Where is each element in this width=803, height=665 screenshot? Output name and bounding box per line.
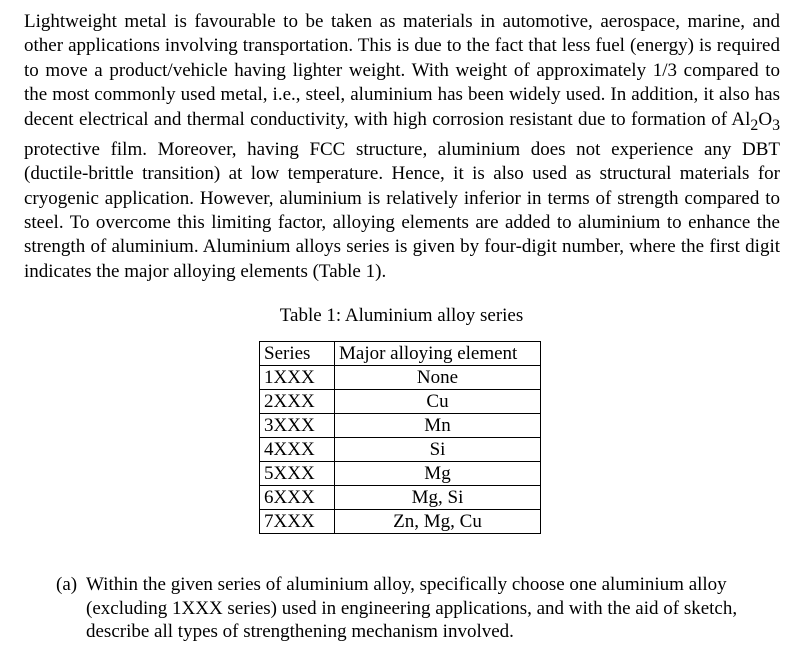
paragraph-text-3: protective film. Moreover, having FCC structure, aluminium does not experience any DBT (ductile-brittle transition) at low temperature. Hence, it is also used as structural materials for cryogenic application. However, aluminium is relatively inferior in terms of strength compared to steel. To overcome this limiting factor, alloying elements are added to aluminium to enhance the strength of aluminium. Aluminium alloys series is given by four-digit number, where the first digit indicates the major alloying elements (Table 1). (24, 138, 780, 282)
series-cell: 7XXX (260, 510, 335, 534)
element-cell: Mn (335, 414, 541, 438)
subscript-3: 3 (772, 116, 780, 134)
header-series: Series (260, 342, 335, 366)
table-caption: Table 1: Aluminium alloy series (279, 305, 524, 326)
element-cell: Zn, Mg, Cu (335, 510, 541, 534)
table-row (260, 462, 541, 486)
table-row (260, 390, 541, 414)
intro-paragraph (24, 10, 780, 284)
element-cell: Cu (335, 390, 541, 414)
header-major-alloying-element: Major alloying element (335, 342, 541, 366)
table-row (260, 366, 541, 390)
alloy-series-table (259, 341, 541, 534)
question-label: (a) (56, 574, 78, 595)
element-cell: Si (335, 438, 541, 462)
paragraph-text-1: Lightweight metal is favourable to be taken as materials in automotive, aerospace, marine, and other applications involving transportation. This is due to the fact that less fuel (energy) is required to move a product/vehicle having lighter weight. With weight of approximately 1/3 compared to the most commonly used metal, i.e., steel, aluminium has been widely used. In addition, it also has decent electrical and thermal conductivity, with high corrosion resistant due to formation of Al (24, 11, 780, 130)
element-cell: Mg (335, 462, 541, 486)
table-row (260, 486, 541, 510)
series-cell: 4XXX (260, 438, 335, 462)
series-cell: 3XXX (260, 414, 335, 438)
table-header-row (260, 342, 541, 366)
subscript-2: 2 (750, 116, 759, 134)
element-cell: Mg, Si (335, 486, 541, 510)
series-cell: 2XXX (260, 390, 335, 414)
question-a (56, 573, 786, 644)
table-row (260, 414, 541, 438)
paragraph-text-2: O (758, 108, 773, 130)
element-cell: None (335, 366, 541, 390)
series-cell: 6XXX (260, 486, 335, 510)
table-row (260, 438, 541, 462)
series-cell: 5XXX (260, 462, 335, 486)
series-cell: 1XXX (260, 366, 335, 390)
table-row (260, 510, 541, 534)
question-text: Within the given series of aluminium alloy, specifically choose one aluminium alloy (excluding 1XXX series) used in engineering applications, and with the aid of sketch, describe all types of strengthening mechanism involved. (86, 574, 738, 642)
